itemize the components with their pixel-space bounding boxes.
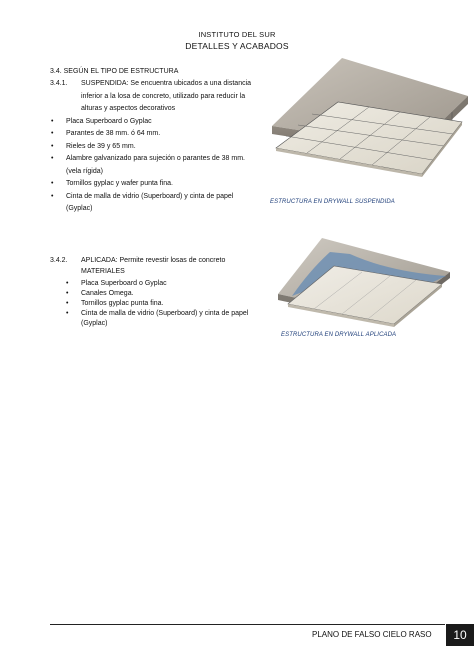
applied-ceiling-illustration: [270, 232, 460, 332]
list-item-continuation: (Gyplac): [66, 205, 93, 212]
bullet-dot-icon: •: [51, 117, 54, 125]
applied-caption: ESTRUCTURA EN DRYWALL APLICADA: [281, 332, 397, 338]
bullet-dot-icon: •: [66, 310, 69, 317]
bullet-dot-icon: •: [51, 155, 54, 162]
bullet-dot-icon: •: [51, 130, 54, 137]
page-number: 10: [446, 624, 474, 646]
suspended-line-3: alturas y aspectos decorativos: [81, 105, 176, 112]
footer-title: PLANO DE FALSO CIELO RASO: [312, 630, 432, 639]
footer-divider: [50, 624, 445, 625]
list-item: • Rieles de 39 y 65 mm.: [66, 141, 136, 154]
list-item: • Canales Omega.: [66, 290, 134, 297]
suspended-line-1: SUSPENDIDA: Se encuentra ubicados a una distancia: [81, 80, 252, 87]
materials-heading: MATERIALES: [81, 268, 125, 275]
list-item: • Cinta de malla de vidrio (Superboard) y cinta de papel: [66, 310, 249, 317]
bullet-dot-icon: •: [51, 192, 54, 200]
applied-line-1: APLICADA: Permite revestir losas de concreto: [81, 257, 226, 264]
bullet-dot-icon: •: [51, 180, 54, 187]
list-item: • Cinta de malla de vidrio (Superboard) y cinta de papel: [66, 191, 233, 204]
applied-number: 3.4.2.: [50, 257, 68, 264]
suspended-line-2: inferior a la losa de concreto, utilizado para reducir la: [81, 92, 246, 100]
list-item: • Placa Superboard o Gyplac: [66, 280, 167, 287]
suspended-caption: ESTRUCTURA EN DRYWALL SUSPENDIDA: [270, 199, 395, 205]
list-item: • Tornillos gyplac y wafer punta fina.: [66, 178, 173, 191]
suspended-number: 3.4.1.: [50, 80, 68, 87]
suspended-ceiling-illustration: [262, 56, 472, 191]
list-item-continuation: (Gyplac): [81, 320, 108, 327]
list-item: • Tornillos gyplac punta fina.: [66, 300, 164, 307]
page-header: [0, 30, 474, 51]
section-title: 3.4. SEGÚN EL TIPO DE ESTRUCTURA: [50, 68, 179, 75]
institution-name: INSTITUTO DEL SUR: [198, 30, 276, 39]
bullet-dot-icon: •: [66, 300, 69, 307]
bullet-dot-icon: •: [66, 290, 69, 297]
list-item: • Alambre galvanizado para sujeción o parantes de 38 mm.: [66, 153, 245, 166]
list-item-continuation: (vela rígida): [66, 167, 103, 175]
bullet-dot-icon: •: [51, 142, 54, 150]
list-item: • Parantes de 38 mm. ó 64 mm.: [66, 128, 160, 141]
bullet-dot-icon: •: [66, 280, 69, 287]
document-subtitle: DETALLES Y ACABADOS: [185, 41, 289, 51]
list-item: • Placa Superboard o Gyplac: [66, 116, 152, 129]
